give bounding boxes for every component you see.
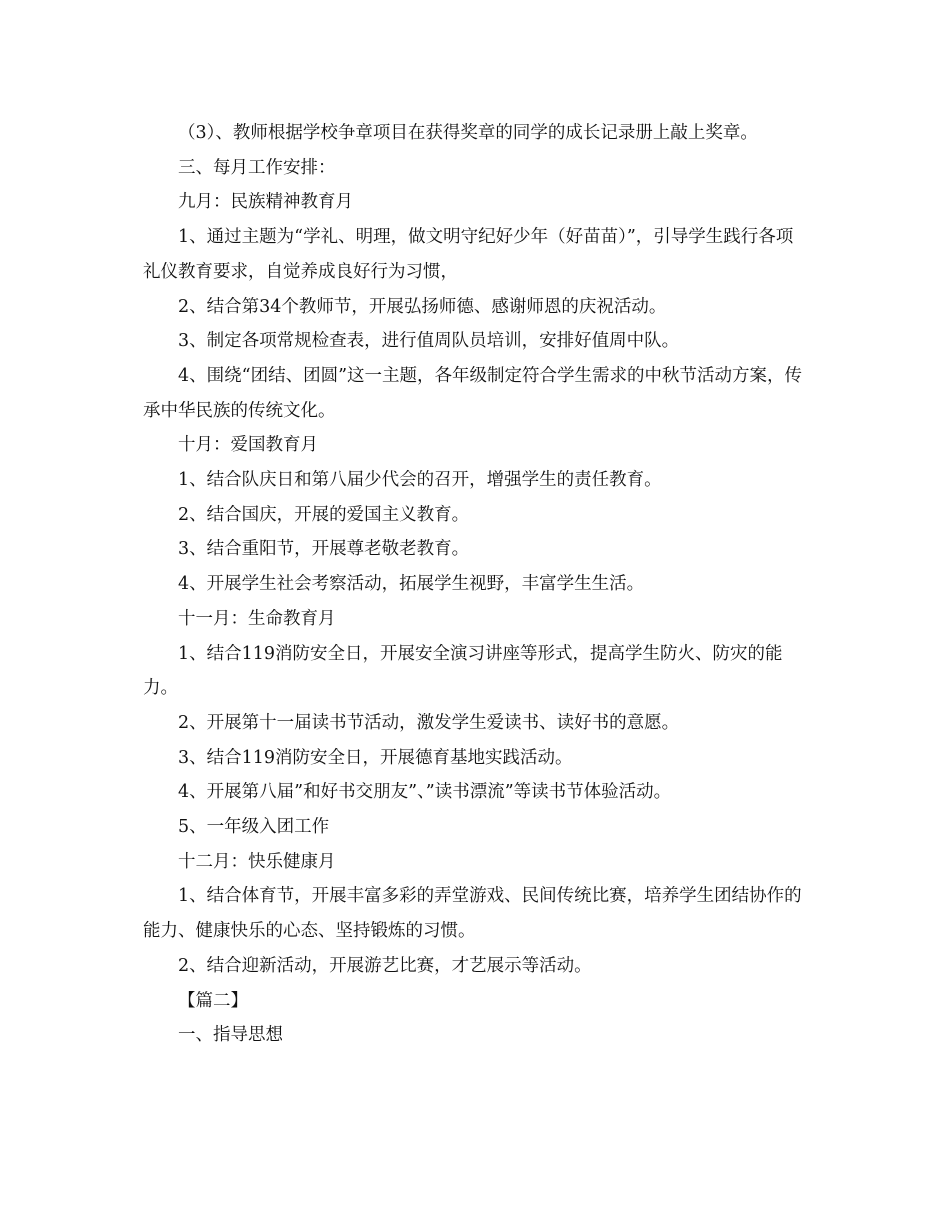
list-item-september-3: 3、制定各项常规检查表，进行值周队员培训，安排好值周中队。 (178, 331, 680, 352)
paragraph-badge-stamping: （3）、教师根据学校争章项目在获得奖章的同学的成长记录册上敲上奖章。 (178, 123, 758, 143)
heading-november: 十一月：生命教育月 (178, 608, 336, 629)
list-item-september-1: 1、通过主题为“学礼、明理，做文明守纪好少年（好苗苗）”，引导学生践行各项礼仪教育要求，自觉养成良好行为习惯， (143, 227, 794, 282)
section-marker-part-two: 【篇二】 (178, 990, 248, 1011)
document-body (143, 116, 808, 1053)
heading-monthly-schedule: 三、每月工作安排： (178, 157, 336, 178)
list-item-november-4: 4、开展第八届”和好书交朋友”、”读书漂流”等读书节体验活动。 (178, 782, 672, 803)
list-item-october-1: 1、结合队庆日和第八届少代会的召开，增强学生的责任教育。 (178, 470, 662, 491)
list-item-september-4: 4、围绕“团结、团圆”这一主题，各年级制定符合学生需求的中秋节活动方案，传承中华民族的传统文化。 (143, 365, 803, 421)
list-item-november-3: 3、结合119消防安全日，开展德育基地实践活动。 (178, 747, 573, 768)
list-item-november-5: 5、一年级入团工作 (178, 817, 330, 838)
list-item-september-2: 2、结合第34个教师节，开展弘扬师德、感谢师恩的庆祝活动。 (178, 296, 667, 317)
list-item-december-2: 2、结合迎新活动，开展游艺比赛，才艺展示等活动。 (178, 955, 592, 976)
list-item-october-4: 4、开展学生社会考察活动，拓展学生视野，丰富学生生活。 (178, 574, 645, 595)
heading-october: 十月：爱国教育月 (178, 435, 318, 456)
heading-september: 九月：民族精神教育月 (178, 192, 353, 213)
list-item-october-2: 2、结合国庆，开展的爱国主义教育。 (178, 504, 470, 525)
list-item-november-1: 1、结合119消防安全日，开展安全演习讲座等形式，提高学生防火、防灾的能力。 (143, 643, 783, 699)
heading-december: 十二月：快乐健康月 (178, 851, 336, 872)
list-item-november-2: 2、开展第十一届读书节活动，激发学生爱读书、读好书的意愿。 (178, 712, 680, 733)
list-item-december-1: 1、结合体育节，开展丰富多彩的弄堂游戏、民间传统比赛，培养学生团结协作的能力、健康快乐的心态、坚持锻炼的习惯。 (143, 886, 802, 942)
list-item-october-3: 3、结合重阳节，开展尊老敬老教育。 (178, 539, 470, 560)
heading-guiding-ideology: 一、指导思想 (178, 1025, 283, 1046)
